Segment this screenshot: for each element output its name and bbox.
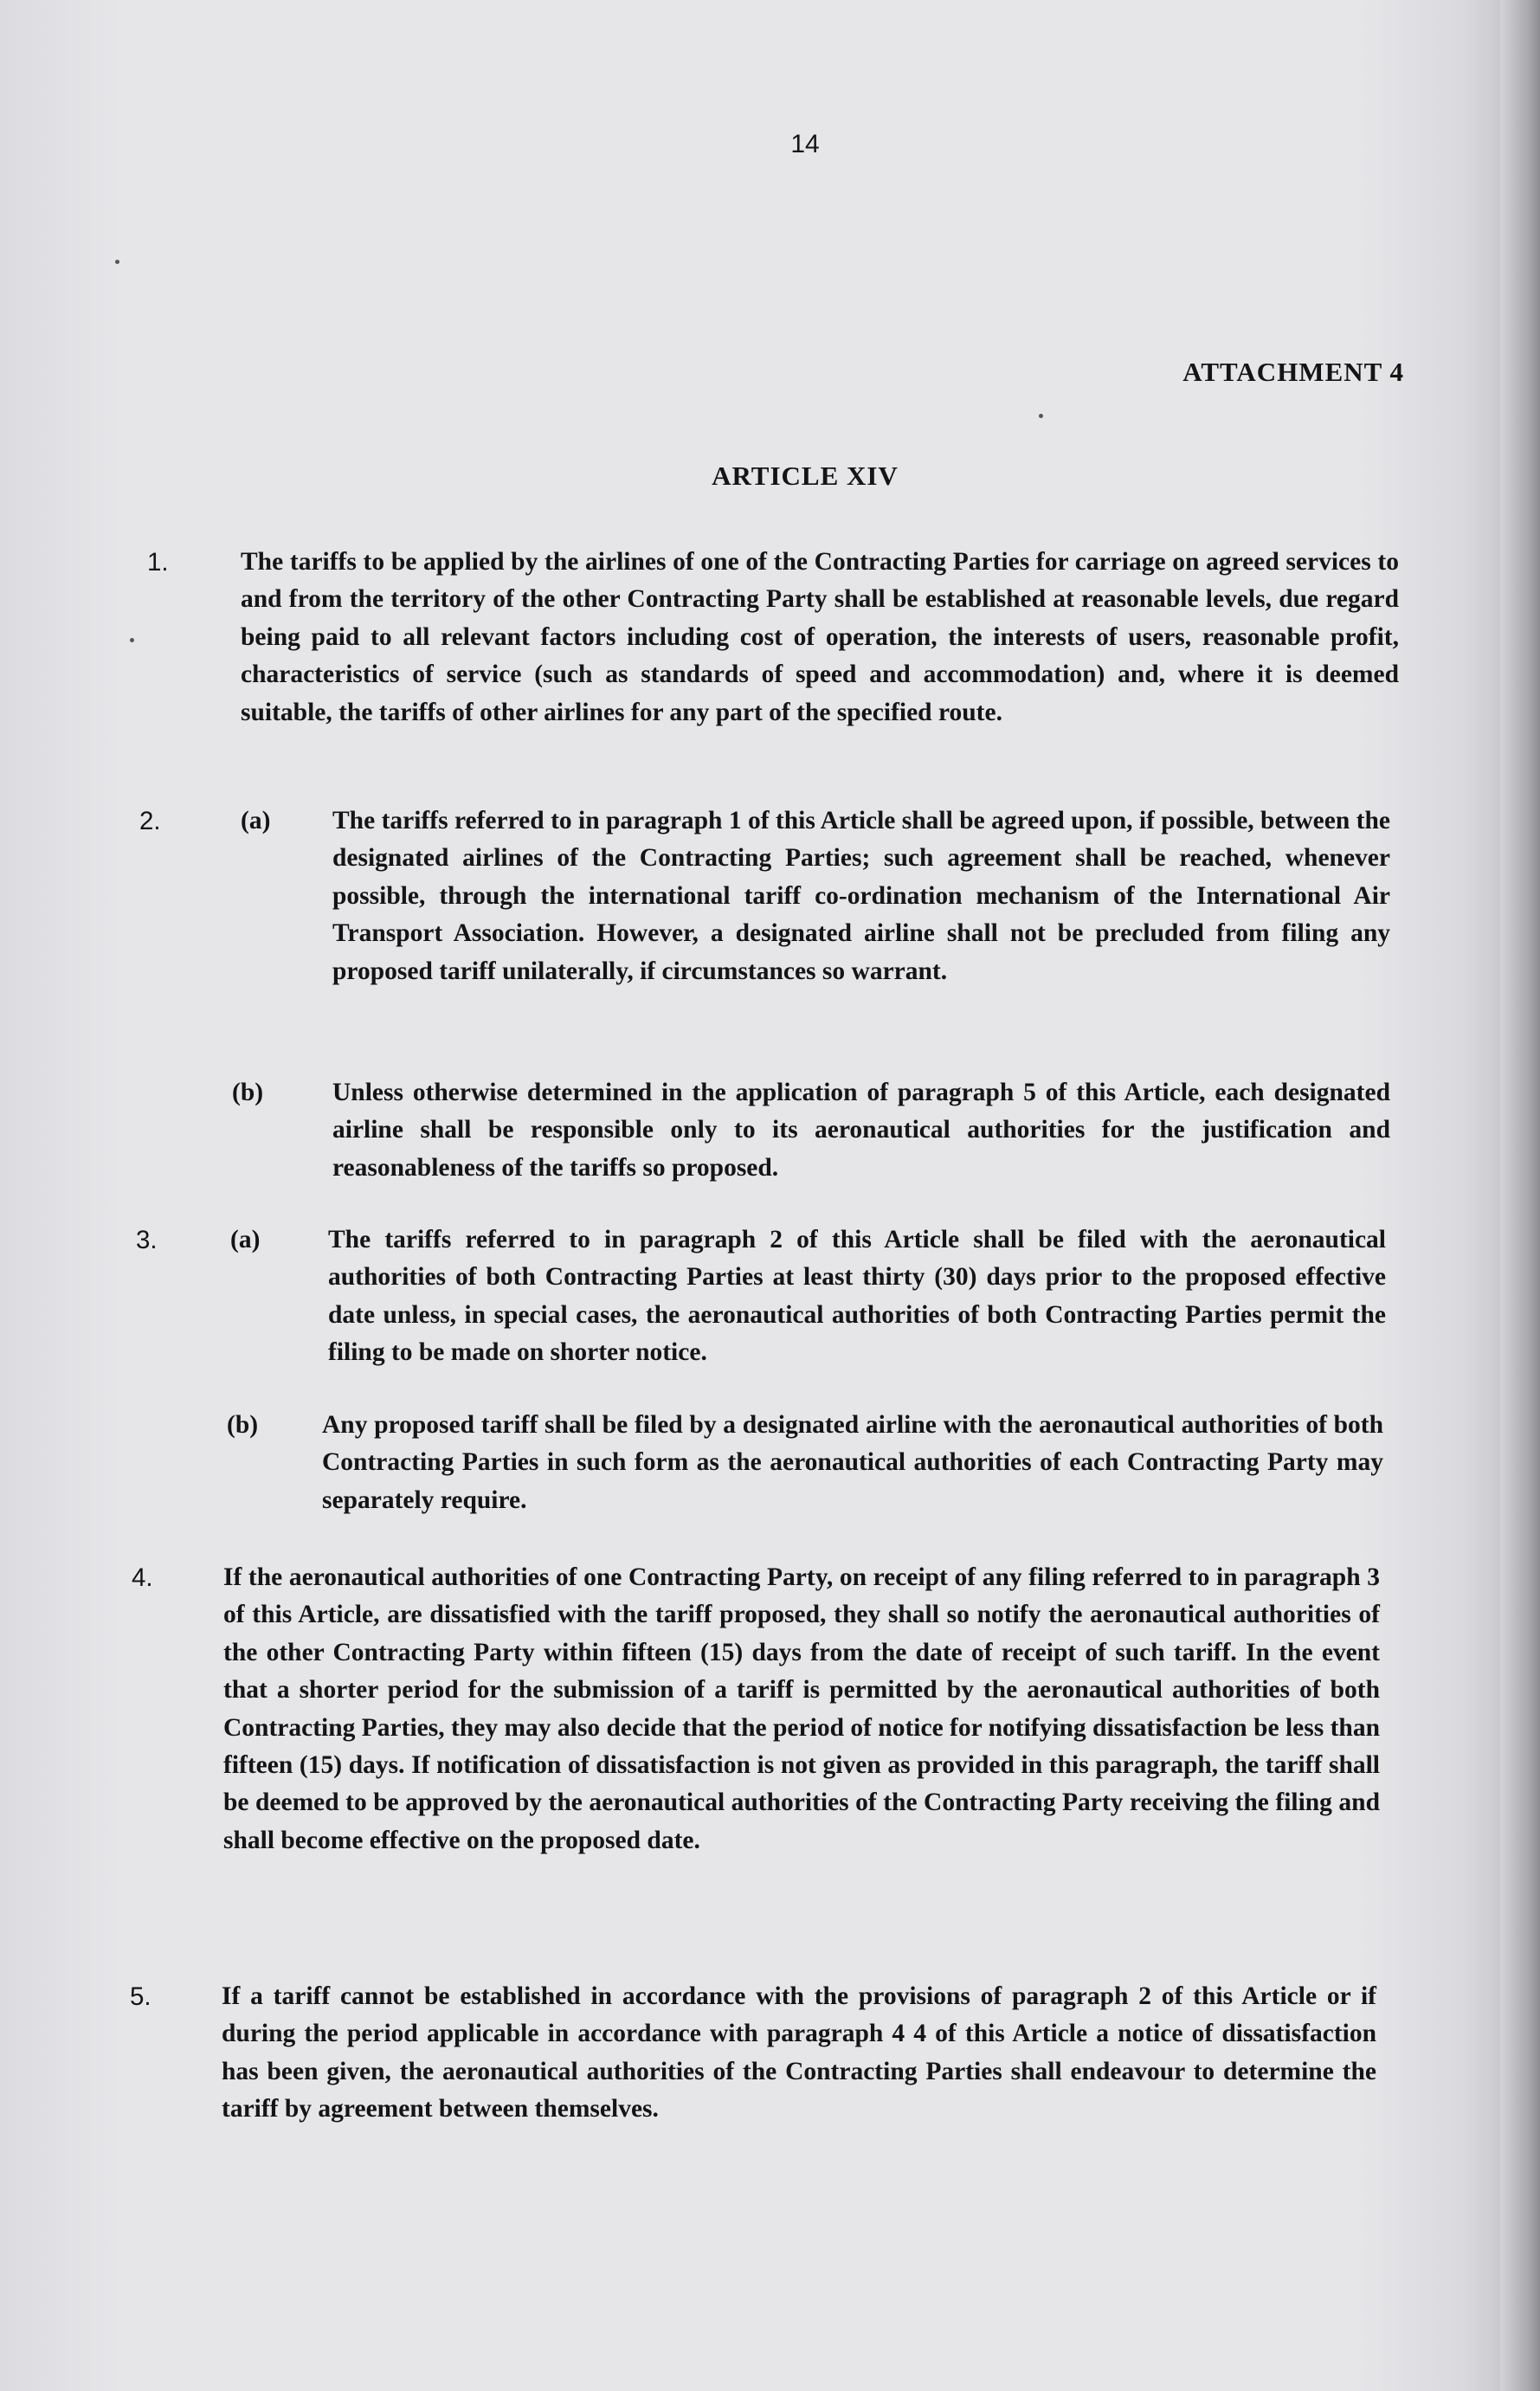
paragraph-3a-letter: (a)	[230, 1226, 261, 1254]
page-speck	[1039, 414, 1043, 418]
paragraph-5-number: 5.	[130, 1982, 151, 2011]
page-speck	[130, 638, 134, 642]
paragraph-3b-text: Any proposed tariff shall be filed by a designated airline with the aeronautical authorities of both Contracting Parties in such form as the aeronautical authorities of each Contracting Party may separately require.	[322, 1411, 1383, 1514]
paragraph-2b-text: Unless otherwise determined in the application of paragraph 5 of this Article, each designated airline shall be responsible only to its aeronautical authorities for the justification and reasonableness of the tariffs so proposed.	[332, 1079, 1390, 1182]
paragraph-4-text: If the aeronautical authorities of one Contracting Party, on receipt of any filing referred to in paragraph 3 of this Article, are dissatisfied with the tariff proposed, they shall so notify the aeronautical authorities of the other Contracting Party within fifteen (15) days from the date of receipt of such tariff. In the event that a shorter period for the submission of a tariff is permitted by the aeronautical authorities of both Contracting Parties, they may also decide that the period of notice for notifying dissatisfaction be less than fifteen (15) days. If notification of dissatisfaction is not given as provided in this paragraph, the tariff shall be deemed to be approved by the aeronautical authorities of the Contracting Party receiving the filing and shall become effective on the proposed date.	[223, 1563, 1380, 1854]
paragraph-1-number: 1.	[147, 548, 169, 577]
paragraph-2a-letter: (a)	[241, 807, 271, 835]
page-number: 14	[790, 130, 820, 158]
paragraph-5-text: If a tariff cannot be established in accordance with the provisions of paragraph 2 of this Article or if during the period applicable in accordance with paragraph 4 4 of this Article a notice of dissatisfaction has been given, the aeronautical authorities of the Contracting Parties shall endeavour to determine the tariff by agreement between themselves.	[222, 1982, 1376, 2124]
paragraph-3a-text: The tariffs referred to in paragraph 2 of this Article shall be filed with the aeronautical authorities of both Contracting Parties at least thirty (30) days prior to the proposed effective date unless, in special cases, the aeronautical authorities of both Contracting Parties permit the filing to be made on shorter notice.	[328, 1226, 1386, 1367]
paragraph-4-number: 4.	[132, 1563, 153, 1592]
paragraph-3b-letter: (b)	[227, 1411, 259, 1439]
page-speck	[115, 260, 119, 264]
attachment-label: ATTACHMENT 4	[1182, 357, 1404, 387]
paragraph-2-number: 2.	[139, 807, 161, 835]
paragraph-1-text: The tariffs to be applied by the airlines of one of the Contracting Parties for carriage on agreed services to and from the territory of the other Contracting Party shall be established at reasonable levels, due regard being paid to all relevant factors including cost of operation, the interests of users, reasonable profit, characteristics of service (such as standards of speed and accommodation) and, where it is deemed suitable, the tariffs of other airlines for any part of the specified route.	[241, 548, 1399, 726]
paragraph-2a-text: The tariffs referred to in paragraph 1 of this Article shall be agreed upon, if possible, between the designated airlines of the Contracting Parties; such agreement shall be reached, whenever possible, through the international tariff co-ordination mechanism of the International Air Transport Association. However, a designated airline shall not be precluded from filing any proposed tariff unilaterally, if circumstances so warrant.	[332, 807, 1390, 985]
paragraph-2b-letter: (b)	[232, 1079, 264, 1106]
paragraph-3-number: 3.	[136, 1226, 158, 1254]
page-edge-shadow	[1500, 0, 1540, 2391]
article-title: ARTICLE XIV	[712, 461, 899, 491]
